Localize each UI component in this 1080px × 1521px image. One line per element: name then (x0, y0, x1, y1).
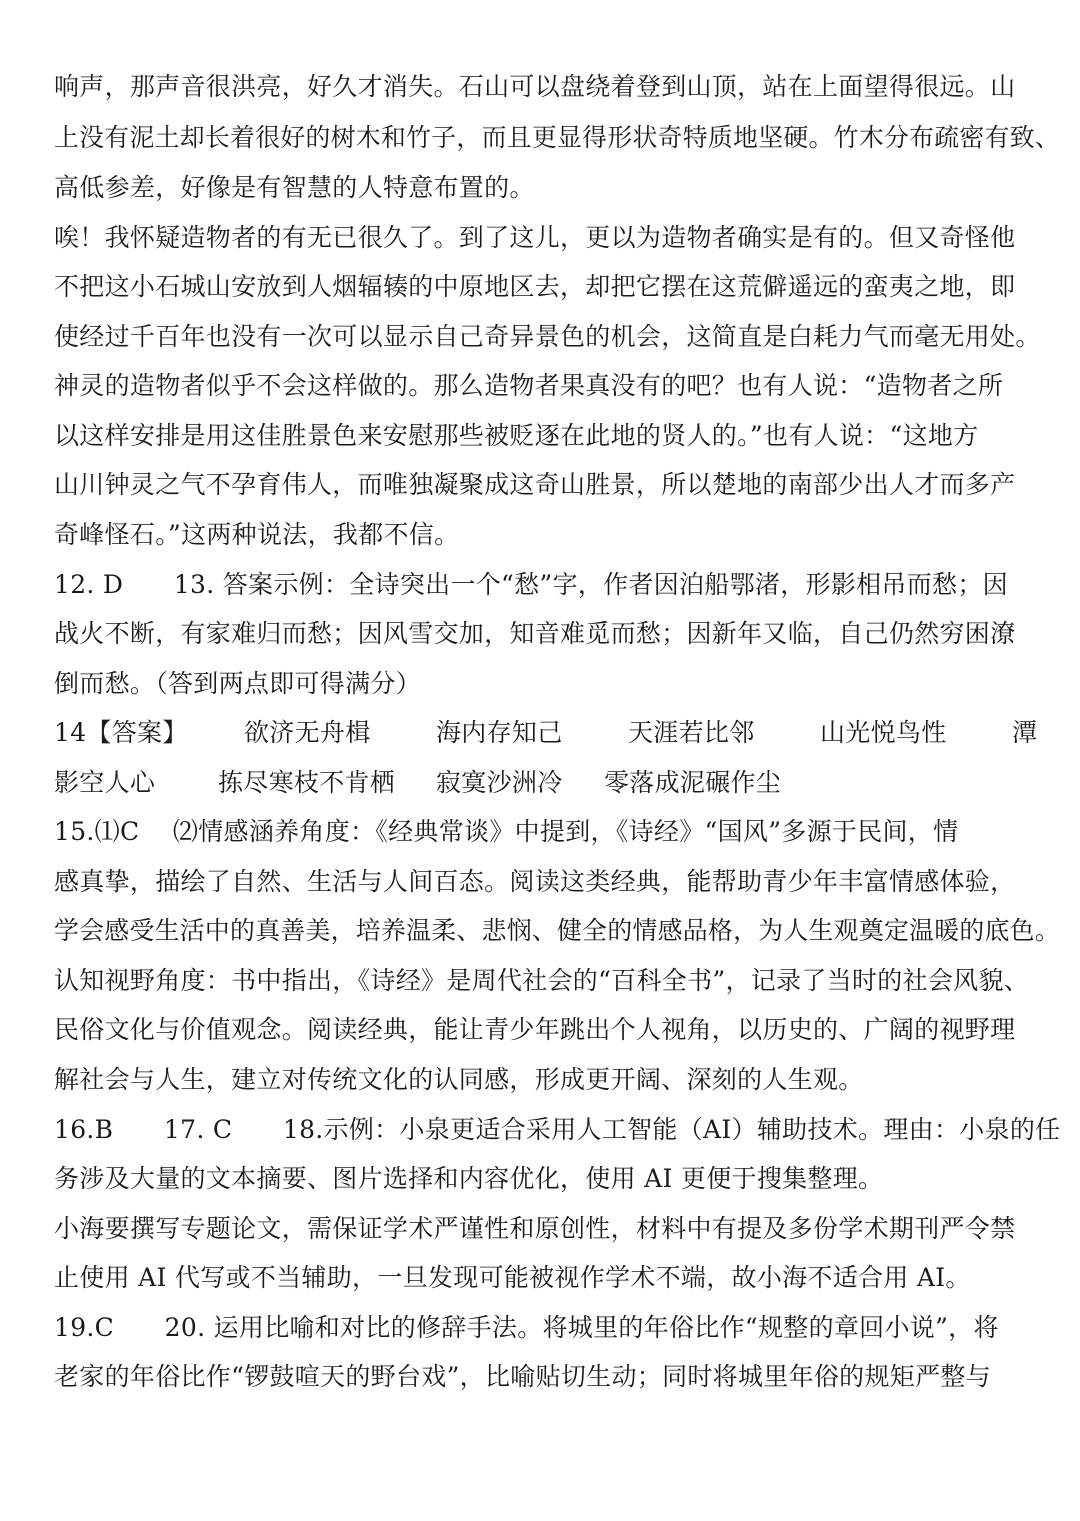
text-line: 老家的年俗比作“锣鼓喧天的野台戏”，比喻贴切生动；同时将城里年俗的规矩严整与 (54, 1362, 991, 1391)
answer-14-item: 欲济无舟楫 (244, 718, 371, 747)
answer-16-18: 16.B 17. C 18.示例：小泉更适合采用人工智能（AI）辅助技术。理由：小泉的任 (54, 1115, 1061, 1144)
text-line: 响声，那声音很洪亮，好久才消失。石山可以盘绕着登到山顶，站在上面望得很远。山 (54, 72, 1016, 101)
text-line: 倒而愁。（答到两点即可得满分） (54, 669, 422, 698)
text-line: 学会感受生活中的真善美，培养温柔、悲悯、健全的情感品格，为人生观奠定温暖的底色。 (54, 916, 1061, 945)
answer-14-item: 海内存知己 (436, 718, 563, 747)
text-line: 民俗文化与价值观念。阅读经典，能让青少年跳出个人视角，以历史的、广阔的视野理 (54, 1015, 1016, 1044)
answer-14-item: 寂寞沙洲冷 (436, 768, 563, 797)
text-line: 止使用 AI 代写或不当辅助，一旦发现可能被视作学术不端，故小海不适合用 AI。 (54, 1263, 971, 1292)
answer-14-item: 山光悦鸟性 (820, 718, 947, 747)
answer-15: 15.⑴C ⑵情感涵养角度：《经典常谈》中提到，《诗经》“国风”多源于民间，情 (54, 817, 959, 846)
text-line: 解社会与人生，建立对传统文化的认同感，形成更开阔、深刻的人生观。 (54, 1065, 864, 1094)
text-line: 认知视野角度：书中指出，《诗经》是周代社会的“百科全书”，记录了当时的社会风貌、 (54, 966, 1030, 995)
text-line: 以这样安排是用这佳胜景色来安慰那些被贬逐在此地的贤人的。”也有人说：“这地方 (54, 421, 979, 450)
text-line: 小海要撰写专题论文，需保证学术严谨性和原创性，材料中有提及多份学术期刊严令禁 (54, 1214, 1016, 1243)
text-line: 高低参差，好像是有智慧的人特意布置的。 (54, 173, 535, 202)
text-line: 上没有泥土却长着很好的树木和竹子，而且更显得形状奇特质地坚硬。竹木分布疏密有致、 (54, 123, 1061, 152)
answer-14-item: 影空人心 (54, 768, 156, 797)
answer-14-label: 14【答案】 (54, 718, 188, 747)
text-line: 使经过千百年也没有一次可以显示自己奇异景色的机会，这简直是白耗力气而毫无用处。 (54, 322, 1041, 351)
answer-14-item: 拣尽寒枝不肯栖 (218, 768, 396, 797)
text-line: 务涉及大量的文本摘要、图片选择和内容优化，使用 AI 更便于搜集整理。 (54, 1164, 884, 1193)
text-line: 山川钟灵之气不孕育伟人，而唯独凝聚成这奇山胜景，所以楚地的南部少出人才而多产 (54, 470, 1016, 499)
text-line: 奇峰怪石。”这两种说法，我都不信。 (54, 520, 460, 549)
answer-19-20: 19.C 20. 运用比喻和对比的修辞手法。将城里的年俗比作“规整的章回小说”，将 (54, 1313, 999, 1342)
text-line: 不把这小石城山安放到人烟辐辏的中原地区去，却把它摆在这荒僻遥远的蛮夷之地，即 (54, 272, 1016, 301)
answer-14-item: 天涯若比邻 (628, 718, 755, 747)
text-line: 唉！我怀疑造物者的有无已很久了。到了这儿，更以为造物者确实是有的。但又奇怪他 (54, 223, 1016, 252)
answer-12-13: 12. D 13. 答案示例：全诗突出一个“愁”字，作者因泊船鄂渚，形影相吊而愁；因 (54, 570, 1008, 599)
text-line: 战火不断，有家难归而愁；因风雪交加，知音难觅而愁；因新年又临，自己仍然穷困潦 (54, 619, 1016, 648)
text-line: 神灵的造物者似乎不会这样做的。那么造物者果真没有的吧？也有人说：“造物者之所 (54, 371, 1004, 400)
text-line: 感真挚，描绘了自然、生活与人间百态。阅读这类经典，能帮助青少年丰富情感体验， (54, 867, 1016, 896)
answer-14-item: 零落成泥碾作尘 (604, 768, 782, 797)
answer-14-item: 潭 (1012, 718, 1038, 747)
